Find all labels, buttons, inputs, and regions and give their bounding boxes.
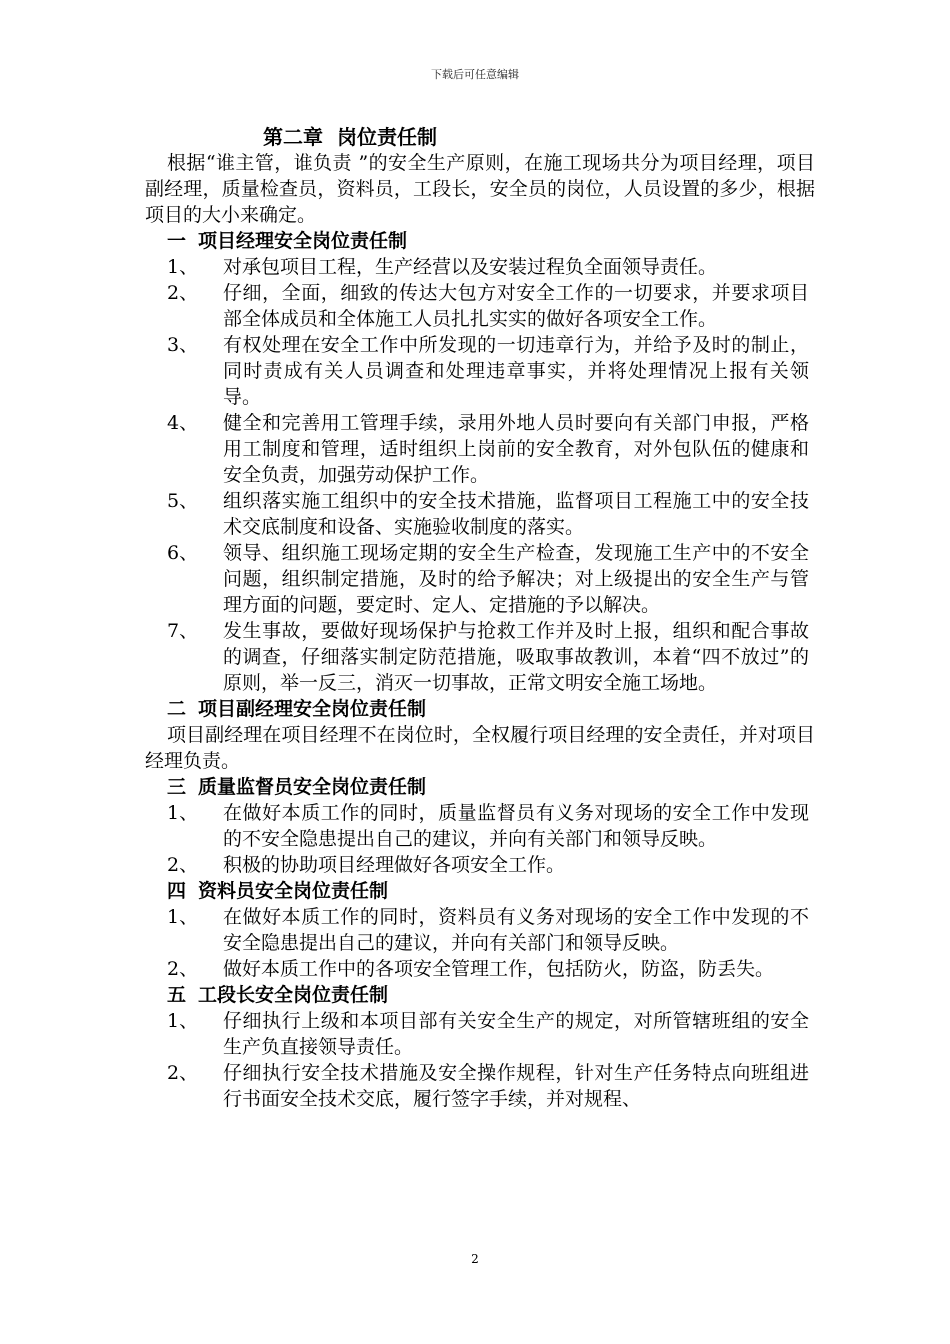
item-text: 组织落实施工组织中的安全技术措施，监督项目工程施工中的安全技术交底制度和设备、实施验收制度的落实。 — [223, 490, 809, 538]
intro-paragraph: 根据“谁主管，谁负责 ”的安全生产原则，在施工现场共分为项目经理，项目副经理，质量检查员，资料员，工段长，安全员的岗位，人员设置的多少，根据项目的大小来确定。 — [145, 152, 815, 226]
section-title — [167, 228, 815, 254]
list-item — [145, 618, 815, 696]
item-text: 发生事故，要做好现场保护与抢救工作并及时上报，组织和配合事故的调查，仔细落实制定防范措施，吸取事故教训，本着“四不放过”的原则，举一反三，消灭一切事故，正常文明安全施工场地。 — [223, 620, 809, 694]
item-text: 对承包项目工程，生产经营以及安装过程负全面领导责任。 — [223, 256, 718, 278]
item-index: 6、 — [167, 542, 199, 564]
chapter-title — [263, 124, 815, 150]
section-name: 资料员安全岗位责任制 — [198, 880, 389, 902]
list-item — [145, 956, 815, 982]
section-number: 四 — [167, 880, 187, 902]
item-text: 仔细执行安全技术措施及安全操作规程，针对生产任务特点向班组进行书面安全技术交底，履行签字手续，并对规程、 — [223, 1062, 809, 1110]
item-index: 4、 — [167, 412, 199, 434]
item-text: 有权处理在安全工作中所发现的一切违章行为，并给予及时的制止，同时责成有关人员调查和处理违章事实，并将处理情况上报有关领导。 — [223, 334, 809, 408]
list-item — [145, 410, 815, 488]
section-name: 质量监督员安全岗位责任制 — [198, 776, 427, 798]
list-item — [145, 1008, 815, 1060]
list-item — [145, 800, 815, 852]
item-text: 在做好本质工作的同时，资料员有义务对现场的安全工作中发现的不安全隐患提出自己的建议，并向有关部门和领导反映。 — [223, 906, 809, 954]
section-number: 三 — [167, 776, 187, 798]
section-title — [167, 696, 815, 722]
chapter-number: 第二章 — [263, 125, 323, 149]
section-name: 项目经理安全岗位责任制 — [198, 230, 408, 252]
document-body — [145, 124, 815, 1112]
item-index: 1、 — [167, 802, 199, 824]
section-name: 项目副经理安全岗位责任制 — [198, 698, 427, 720]
item-text: 积极的协助项目经理做好各项安全工作。 — [223, 854, 566, 876]
item-text: 仔细，全面，细致的传达大包方对安全工作的一切要求，并要求项目部全体成员和全体施工人员扎扎实实的做好各项安全工作。 — [223, 282, 809, 330]
section-number: 五 — [167, 984, 187, 1006]
header-note: 下载后可任意编辑 — [431, 68, 519, 81]
item-index: 1、 — [167, 906, 199, 928]
item-index: 3、 — [167, 334, 199, 356]
section-number: 一 — [167, 230, 187, 252]
item-index: 2、 — [167, 282, 199, 304]
list-item — [145, 852, 815, 878]
list-item — [145, 488, 815, 540]
chapter-name: 岗位责任制 — [337, 125, 437, 149]
item-text: 领导、组织施工现场定期的安全生产检查，发现施工生产中的不安全问题，组织制定措施，及时的给予解决；对上级提出的安全生产与管理方面的问题，要定时、定人、定措施的予以解决。 — [223, 542, 809, 616]
list-item — [145, 332, 815, 410]
section-number: 二 — [167, 698, 187, 720]
item-text: 做好本质工作中的各项安全管理工作，包括防火，防盗，防丢失。 — [223, 958, 775, 980]
page-number: 2 — [471, 1252, 479, 1266]
section-name: 工段长安全岗位责任制 — [198, 984, 389, 1006]
item-text: 在做好本质工作的同时，质量监督员有义务对现场的安全工作中发现的不安全隐患提出自己的建议，并向有关部门和领导反映。 — [223, 802, 809, 850]
item-text: 健全和完善用工管理手续，录用外地人员时要向有关部门申报，严格用工制度和管理，适时组织上岗前的安全教育，对外包队伍的健康和安全负责，加强劳动保护工作。 — [223, 412, 809, 486]
section-paragraph: 项目副经理在项目经理不在岗位时，全权履行项目经理的安全责任，并对项目经理负责。 — [145, 724, 815, 772]
item-index: 2、 — [167, 1062, 199, 1084]
list-item — [145, 280, 815, 332]
item-text: 仔细执行上级和本项目部有关安全生产的规定，对所管辖班组的安全生产负直接领导责任。 — [223, 1010, 809, 1058]
list-item — [145, 540, 815, 618]
section-title — [167, 982, 815, 1008]
item-index: 1、 — [167, 256, 199, 278]
list-item — [145, 1060, 815, 1112]
item-index: 2、 — [167, 958, 199, 980]
list-item — [145, 254, 815, 280]
item-index: 2、 — [167, 854, 199, 876]
section-title — [167, 878, 815, 904]
item-index: 5、 — [167, 490, 199, 512]
item-index: 1、 — [167, 1010, 199, 1032]
list-item — [145, 904, 815, 956]
section-title — [167, 774, 815, 800]
item-index: 7、 — [167, 620, 199, 642]
